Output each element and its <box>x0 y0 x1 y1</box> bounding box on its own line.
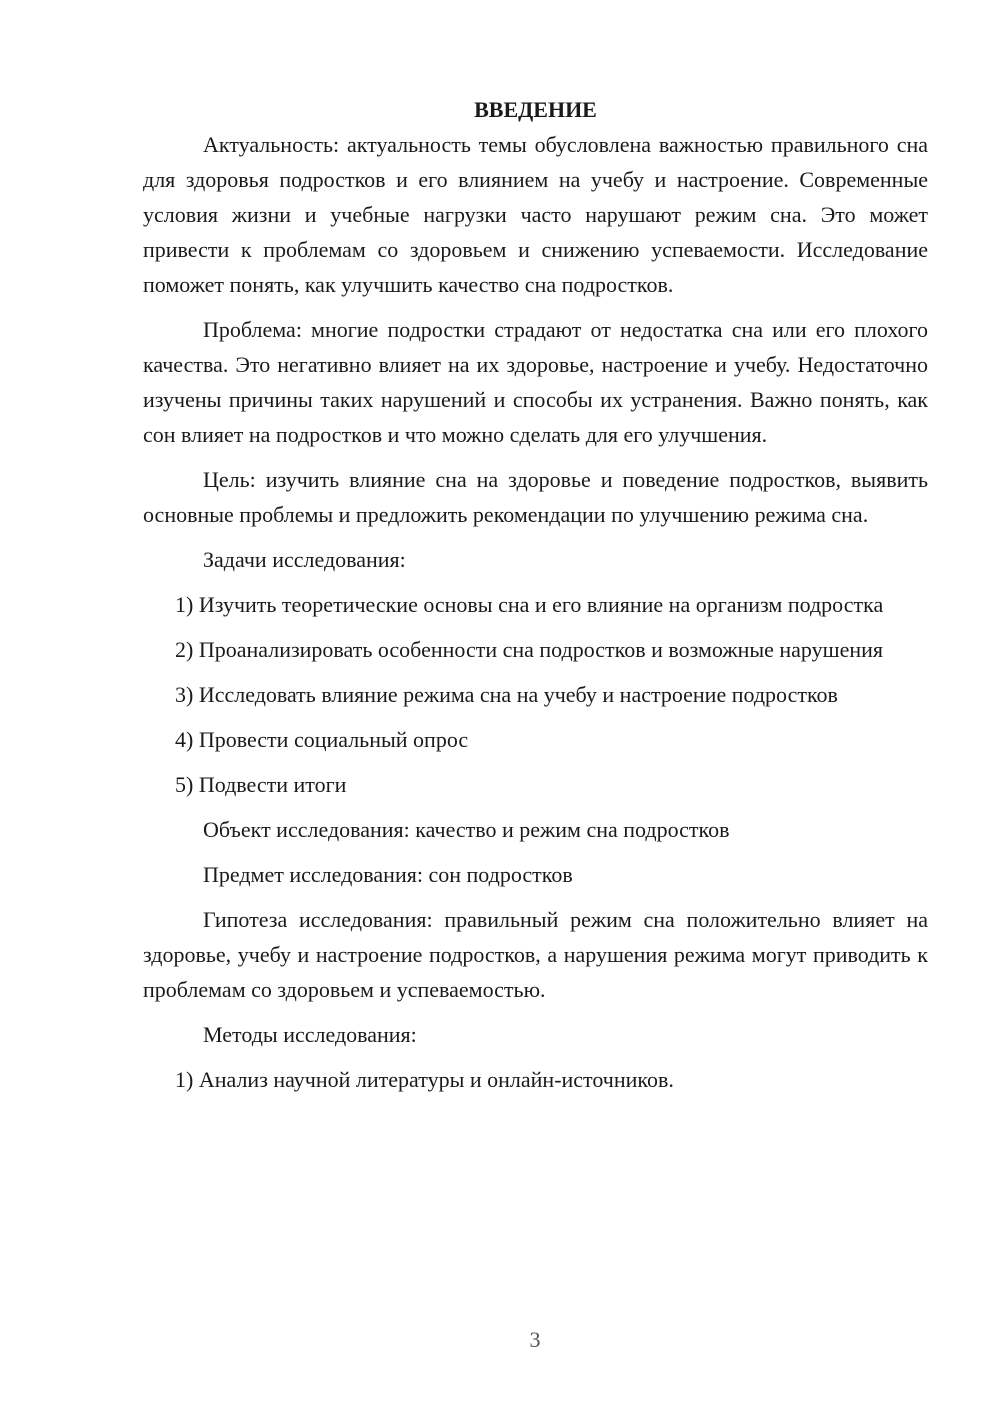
task-item-4: 4) Провести социальный опрос <box>175 727 469 752</box>
hypothesis-paragraph: Гипотеза исследования: правильный режим сна положительно влияет на здоровье, учебу и настроение подростков, а нарушения режима могут приводить к проблемам со здоровьем и успеваемостью. <box>143 907 928 1002</box>
problem-paragraph: Проблема: многие подростки страдают от недостатка сна или его плохого качества. Это негативно влияет на их здоровье, настроение и учебу. Недостаточно изучены причины таких нарушений и способы их устранения. Важно понять, как сон влияет на подростков и что можно сделать для его улучшения. <box>143 317 928 447</box>
page-number: 3 <box>529 1327 541 1352</box>
task-item-5: 5) Подвести итоги <box>175 772 347 797</box>
subject-paragraph: Предмет исследования: сон подростков <box>203 862 573 887</box>
task-item-2: 2) Проанализировать особенности сна подростков и возможные нарушения <box>175 637 884 662</box>
document-page <box>143 92 928 1107</box>
relevance-paragraph: Актуальность: актуальность темы обусловлена важностью правильного сна для здоровья подростков и его влиянием на учебу и настроение. Современные условия жизни и учебные нагрузки часто нарушают режим сна. Это может привести к проблемам со здоровьем и снижению успеваемости. Исследование поможет понять, как улучшить качество сна подростков. <box>143 132 928 297</box>
method-item-1: 1) Анализ научной литературы и онлайн-источников. <box>175 1067 674 1092</box>
tasks-heading: Задачи исследования: <box>203 547 406 572</box>
task-item-3: 3) Исследовать влияние режима сна на учебу и настроение подростков <box>175 682 838 707</box>
goal-paragraph: Цель: изучить влияние сна на здоровье и поведение подростков, выявить основные проблемы и предложить рекомендации по улучшению режима сна. <box>143 467 928 527</box>
task-item-1: 1) Изучить теоретические основы сна и его влияние на организм подростка <box>175 592 884 617</box>
page-title: ВВЕДЕНИЕ <box>474 97 597 122</box>
object-paragraph: Объект исследования: качество и режим сна подростков <box>203 817 730 842</box>
methods-heading: Методы исследования: <box>203 1022 417 1047</box>
